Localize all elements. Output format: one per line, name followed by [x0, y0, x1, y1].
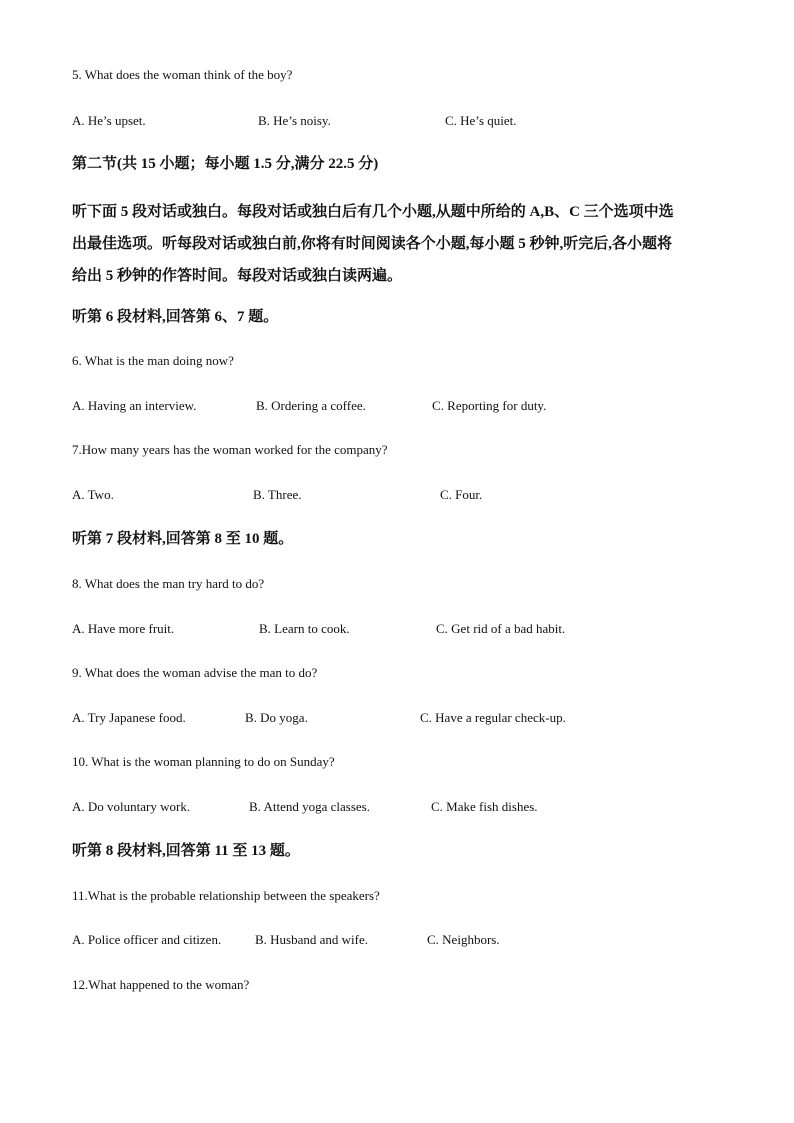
- option-b: B. Attend yoga classes.: [249, 799, 370, 814]
- part-8-title: 听第 8 段材料,回答第 11 至 13 题。: [72, 843, 300, 859]
- question-10: 10. What is the woman planning to do on Sunday?: [72, 754, 335, 769]
- option-b: B. He’s noisy.: [258, 113, 331, 128]
- option-c: C. Four.: [440, 487, 483, 502]
- option-b: B. Do yoga.: [245, 710, 308, 725]
- option-b: B. Three.: [253, 487, 302, 502]
- question-9: 9. What does the woman advise the man to do?: [72, 665, 318, 680]
- option-a: A. Try Japanese food.: [72, 710, 186, 725]
- option-c: C. Neighbors.: [427, 932, 500, 947]
- part-7-title: 听第 7 段材料,回答第 8 至 10 题。: [72, 531, 294, 547]
- question-6: 6. What is the man doing now?: [72, 353, 234, 368]
- option-c: C. He’s quiet.: [445, 113, 517, 128]
- option-b: B. Ordering a coffee.: [256, 398, 366, 413]
- section-2-title: 第二节(共 15 小题；每小题 1.5 分,满分 22.5 分): [72, 156, 379, 172]
- question-7: 7.How many years has the woman worked for the company?: [72, 442, 388, 457]
- option-b: B. Husband and wife.: [255, 932, 369, 947]
- question-12: 12.What happened to the woman?: [72, 977, 250, 992]
- part-6-title: 听第 6 段材料,回答第 6、7 题。: [72, 309, 279, 325]
- option-c: C. Have a regular check-up.: [420, 710, 566, 725]
- instruction-line-1: 听下面 5 段对话或独白。每段对话或独白后有几个小题,从题中所给的 A,B、C 三个选项中选: [72, 204, 674, 220]
- option-a: A. Do voluntary work.: [72, 799, 191, 814]
- option-b: B. Learn to cook.: [259, 621, 350, 636]
- option-c: C. Reporting for duty.: [432, 398, 547, 413]
- instruction-line-2: 出最佳选项。听每段对话或独白前,你将有时间阅读各个小题,每小题 5 秒钟,听完后,各小题将: [72, 236, 673, 252]
- question-8: 8. What does the man try hard to do?: [72, 576, 265, 591]
- question-11: 11.What is the probable relationship between the speakers?: [72, 888, 380, 903]
- option-c: C. Get rid of a bad habit.: [436, 621, 566, 636]
- option-a: A. He’s upset.: [72, 113, 146, 128]
- instruction-line-3: 给出 5 秒钟的作答时间。每段对话或独白读两遍。: [72, 268, 403, 284]
- option-c: C. Make fish dishes.: [431, 799, 538, 814]
- option-a: A. Having an interview.: [72, 398, 197, 413]
- option-a: A. Two.: [72, 487, 114, 502]
- question-5: 5. What does the woman think of the boy?: [72, 67, 293, 82]
- option-a: A. Police officer and citizen.: [72, 932, 222, 947]
- option-a: A. Have more fruit.: [72, 621, 175, 636]
- section-2-instructions: [72, 196, 724, 292]
